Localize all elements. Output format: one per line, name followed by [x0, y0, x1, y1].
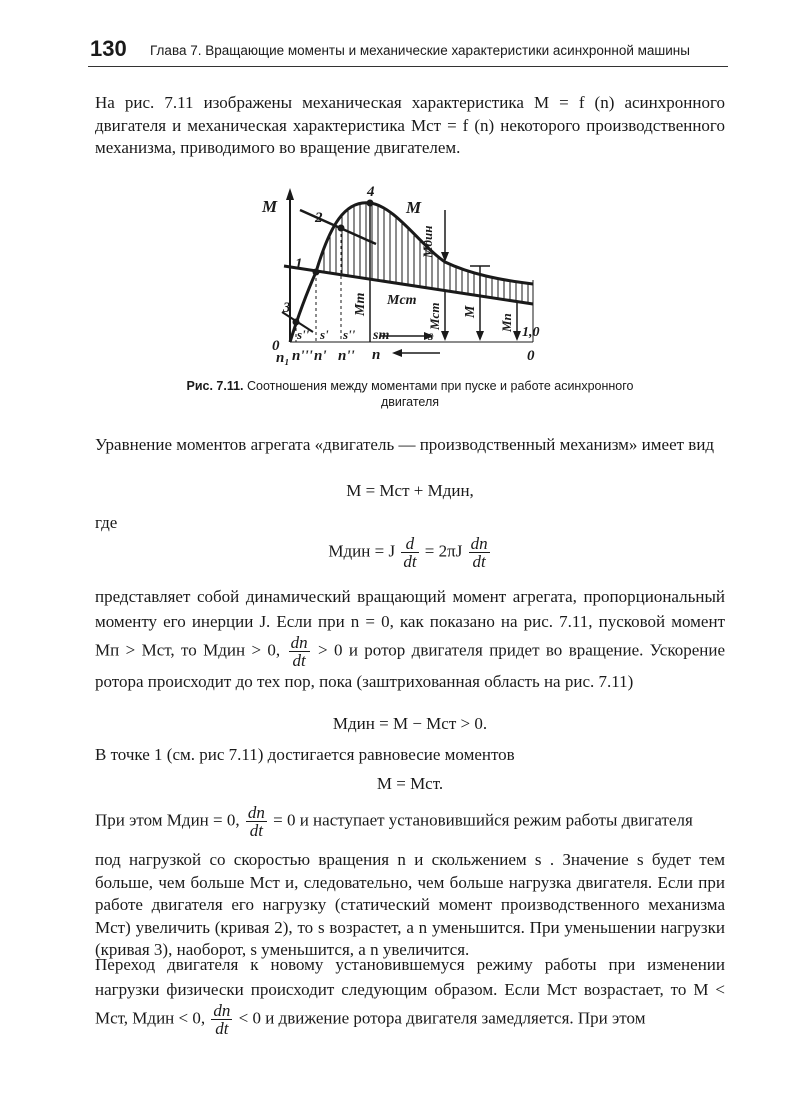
- eq2-left: Mдин = J: [328, 541, 396, 561]
- label-n-axis: n: [372, 347, 381, 363]
- figure-7-11: [0, 0, 794, 380]
- equation-3: Mдин = M − Mст > 0.: [332, 714, 488, 733]
- fraction-dn-dt-p3: [289, 634, 310, 669]
- equation-2: [95, 535, 725, 570]
- paragraph-intro: На рис. 7.11 изображены механическая характеристика M = f (n) асинхронного двигателя и механическая характеристика Mст = f (n) некоторого производственного механизма, приводимого во вращение двигателем.: [95, 93, 725, 157]
- frac-den: dt: [249, 821, 263, 840]
- frac-num: dn: [247, 803, 265, 822]
- label-s-arrow: s: [428, 329, 434, 344]
- word-where: где: [95, 513, 118, 532]
- caption-text: Соотношения между моментами при пуске и работе асинхронного двигателя: [247, 379, 634, 409]
- frac-num: dn: [213, 1001, 231, 1020]
- paragraph-point-1: В точке 1 (см. рис 7.11) достигается равновесие моментов: [95, 745, 515, 764]
- frac-den: dt: [215, 1019, 229, 1038]
- figure-caption: [170, 378, 650, 410]
- frac-num: dn: [290, 633, 308, 652]
- frac-den-dt-2: dt: [472, 552, 486, 571]
- label-n-ppp: n''': [292, 348, 313, 364]
- eq2-mid: = 2πJ: [424, 541, 463, 561]
- label-p4: 4: [367, 184, 375, 200]
- p3-part-b: > 0 и ротор двигателя придет во вращение. Ускорение ротора происходит до тех пор, пока (заштрихованная область на рис. 7.11): [95, 640, 726, 691]
- label-s-ttt: s'': [343, 327, 356, 342]
- paragraph-steady-state: [95, 804, 725, 839]
- arrow-mst-head: [441, 331, 449, 341]
- frac-num-dn: dn: [470, 534, 488, 553]
- fraction-dn-dt-p5: [246, 804, 267, 839]
- paragraph-transition: [95, 952, 725, 1037]
- label-m-st: Mст: [387, 293, 417, 308]
- paragraph-load: под нагрузкой со скоростью вращения n и скольжением s . Значение s будет тем больше, чем больше Mст и, следовательно, чем больше нагрузка двигателя. Если при работе двигателя его нагрузку (статический момент производственного механизма Mст) увеличить (кривая 2), то s возрастет, а n уменьшится. При уменьшении нагрузки (кривая 3), наоборот, s уменьшится, а n увеличится.: [95, 850, 725, 959]
- caption-label: Рис. 7.11.: [186, 379, 244, 393]
- label-m-axis: M: [262, 197, 278, 216]
- arrow-m-head: [476, 331, 484, 341]
- arrow-mn-head: [513, 331, 521, 341]
- frac-den-dt: dt: [403, 552, 417, 571]
- fraction-dn-dt-p7: [211, 1002, 232, 1037]
- label-s-m: sm: [373, 328, 390, 343]
- label-m-n: Mn: [499, 313, 514, 332]
- label-p3: 3: [283, 300, 291, 316]
- equation-1: M = Mст + Mдин,: [346, 481, 474, 500]
- p3-part-a: представляет собой динамический вращающий момент агрегата, пропорциональный моменту его инерции J. Если при n = 0, как показано на рис. 7.11, пусковой момент Mп > Mст, то Mдин > 0,: [95, 587, 725, 660]
- label-p1: 1: [295, 256, 303, 272]
- label-m-din: Mдин: [420, 225, 435, 258]
- label-origin: 0: [272, 338, 280, 354]
- n-arrow-head: [392, 349, 402, 357]
- fraction-dn-dt: [469, 535, 490, 570]
- page-number: 130: [90, 36, 127, 61]
- equation-4: M = Mст.: [376, 774, 444, 793]
- label-m-arrow: M: [463, 305, 478, 318]
- label-n1: n₁: [276, 350, 290, 366]
- p7-part-a: Переход двигателя к новому установившемуся режиму работы при изменении нагрузки физически происходит следующим образом. Если Mст возрастает, то M < Mст, Mдин < 0,: [95, 955, 725, 1028]
- p5-part-b: = 0 и наступает установившийся режим работы двигателя: [273, 810, 693, 830]
- label-m-st-arrow: Mст: [427, 302, 442, 330]
- paragraph-dynamic-torque: [95, 584, 725, 694]
- label-p2: 2: [315, 210, 323, 226]
- p5-part-a: При этом Mдин = 0,: [95, 810, 240, 830]
- label-curve-m: M: [406, 198, 422, 217]
- label-zero-right: 0: [527, 348, 535, 364]
- m-axis-arrowhead: [286, 188, 294, 200]
- label-one-zero: 1,0: [522, 325, 540, 340]
- label-m-m: Mm: [353, 292, 368, 316]
- fraction-d-dt: [401, 535, 418, 570]
- label-s-t: s': [320, 327, 329, 342]
- p7-part-b: < 0 и движение ротора двигателя замедляется. При этом: [238, 1008, 646, 1028]
- chapter-title: Глава 7. Вращающие моменты и механические характеристики асинхронной машины: [150, 43, 690, 58]
- label-n-pp: n'': [338, 348, 355, 364]
- paragraph-equation-intro: Уравнение моментов агрегата «двигатель — производственный механизм» имеет вид: [95, 435, 715, 454]
- label-n-p: n': [314, 348, 327, 364]
- frac-den: dt: [292, 651, 306, 670]
- frac-num-d: d: [401, 535, 418, 553]
- label-s-tt: s'': [297, 327, 310, 342]
